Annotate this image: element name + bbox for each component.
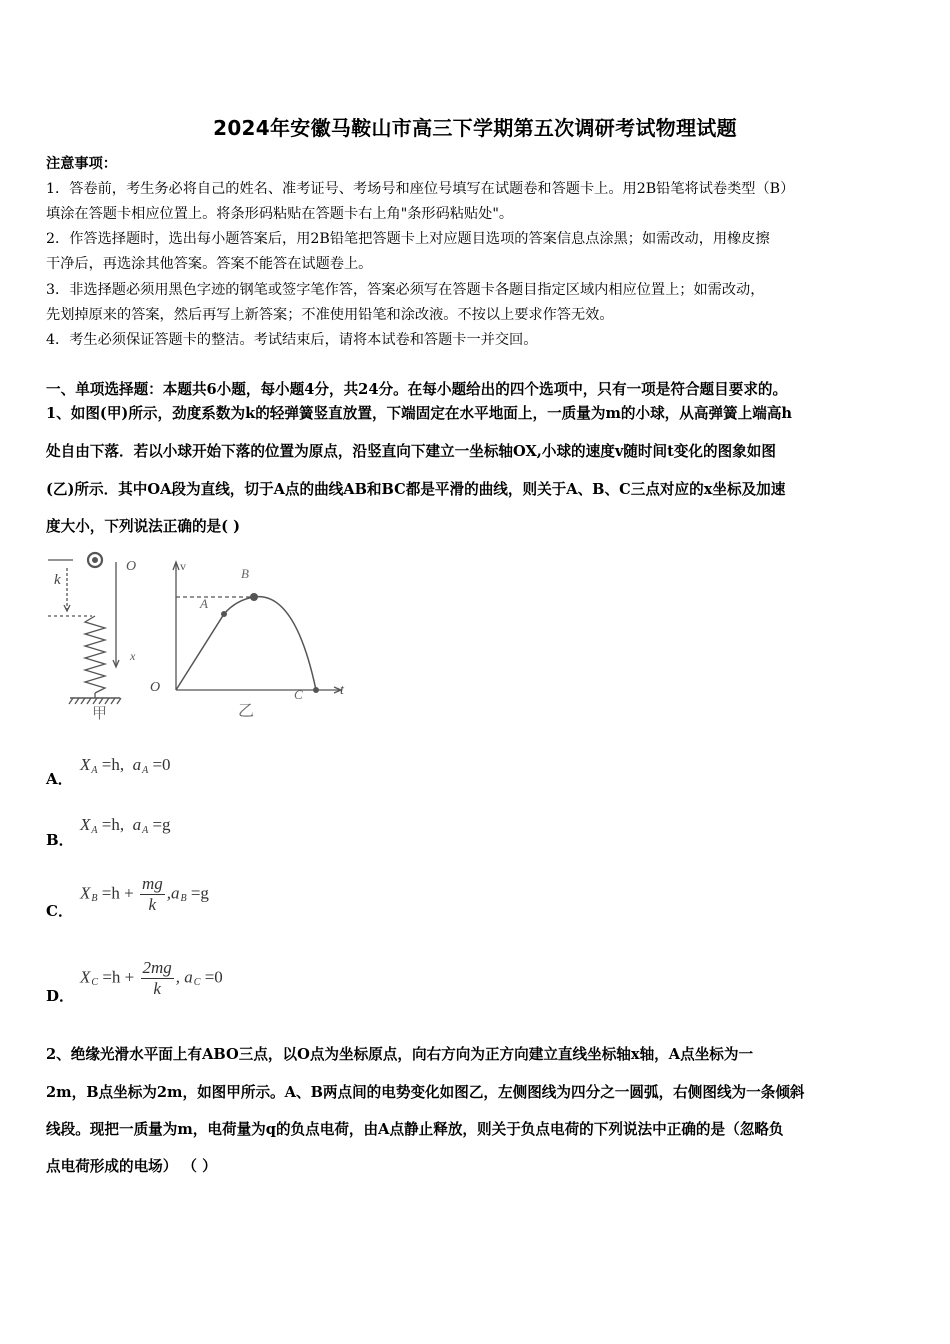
option-a-formula: $X_A =h$, $a_A =0$: [80, 755, 171, 776]
notice-line: 2．作答选择题时，选出每小题答案后，用2B铅笔把答题卡上对应题目选项的答案信息点涂黑；如需改动，用橡皮擦: [46, 231, 770, 247]
point-a: [221, 611, 227, 617]
point-b: [250, 593, 258, 601]
notice-line: 干净后，再选涂其他答案。答案不能答在试题卷上。: [46, 256, 373, 272]
question-1-text: 1、如图(甲)所示，劲度系数为k的轻弹簧竖直放置，下端固定在水平地面上，一质量为m的小球，从高弹簧上端高h: [46, 405, 793, 422]
option-b-label: B．: [46, 831, 74, 849]
label-c: C: [294, 687, 303, 702]
page-title: 2024年安徽马鞍山市高三下学期第五次调研考试物理试题: [213, 116, 737, 140]
question-2-text: 点电荷形成的电场） （ ）: [46, 1158, 217, 1175]
label-v: v: [180, 559, 186, 573]
question-2-text: 线段。现把一质量为m，电荷量为q的负点电荷，由A点静止释放，则关于负点电荷的下列说法中正确的是（忽略负: [46, 1121, 784, 1138]
option-c-label: C．: [46, 902, 73, 920]
option-a-label: A．: [46, 770, 73, 788]
question-2-text: 2m，B点坐标为2m，如图甲所示。A、B两点间的电势变化如图乙，左侧图线为四分之一圆弧，右侧图线为一条倾斜: [46, 1084, 805, 1101]
notice-line: 1．答卷前，考生务必将自己的姓名、准考证号、考场号和座位号填写在试题卷和答题卡上。用2B铅笔将试卷类型（B）: [46, 181, 795, 197]
option-d-formula: $X_C =h$ + $\frac{2mg}{k}$ , $a_C =0$: [80, 958, 223, 998]
fraction-mg-k: $\frac{mg}{k}$: [141, 874, 163, 914]
label-b: B: [241, 566, 249, 581]
caption-yi: 乙: [238, 701, 255, 720]
point-c: [313, 687, 319, 693]
question-1-text: (乙)所示．其中OA段为直线，切于A点的曲线AB和BC都是平滑的曲线，则关于A、B、C三点对应的x坐标及加速: [46, 481, 786, 498]
notice-heading: 注意事项：: [46, 156, 117, 172]
label-a: A: [200, 596, 208, 611]
notice-line: 4．考生必须保证答题卡的整洁。考试结束后，请将本试卷和答题卡一并交回。: [46, 332, 538, 348]
ball-center: [92, 557, 98, 563]
label-o-jia: O: [126, 559, 137, 574]
velocity-curve: [176, 597, 316, 690]
question-1-figure: [40, 548, 370, 723]
label-x: x: [130, 649, 136, 663]
option-c-formula: $X_B =h$ + $\frac{mg}{k}$ $,a_B =g$: [80, 874, 209, 914]
label-o-yi: O: [150, 680, 161, 695]
label-t: t: [340, 683, 344, 698]
question-1-text: 处自由下落．若以小球开始下落的位置为原点，沿竖直向下建立一坐标轴OX,小球的速度v随时间t变化的图象如图: [46, 443, 776, 460]
option-d-label: D．: [46, 987, 75, 1005]
figure-yi: [173, 562, 341, 693]
notice-line: 填涂在答题卡相应位置上。将条形码粘贴在答题卡右上角"条形码粘贴处"。: [46, 206, 514, 222]
option-b-formula: $X_A =h$, $a_A =g$: [80, 815, 171, 836]
notice-line: 先划掉原来的答案，然后再写上新答案；不准使用铅笔和涂改液。不按以上要求作答无效。: [46, 307, 614, 323]
section-heading: 一、单项选择题：本题共6小题，每小题4分，共24分。在每小题给出的四个选项中，只有一项是符合题目要求的。: [46, 381, 788, 398]
spring: [85, 616, 105, 693]
label-k: k: [54, 572, 61, 588]
question-1-text: 度大小，下列说法正确的是( ): [46, 518, 241, 535]
notice-line: 3．非选择题必须用黑色字迹的钢笔或签字笔作答，答案必须写在答题卡各题目指定区域内相应位置上；如需改动，: [46, 282, 765, 298]
question-2-text: 2、绝缘光滑水平面上有ABO三点，以O点为坐标原点，向右方向为正方向建立直线坐标轴x轴，A点坐标为一: [46, 1046, 754, 1063]
fraction-2mg-k: $\frac{2mg}{k}$: [142, 958, 172, 998]
caption-jia: 甲: [92, 704, 108, 722]
